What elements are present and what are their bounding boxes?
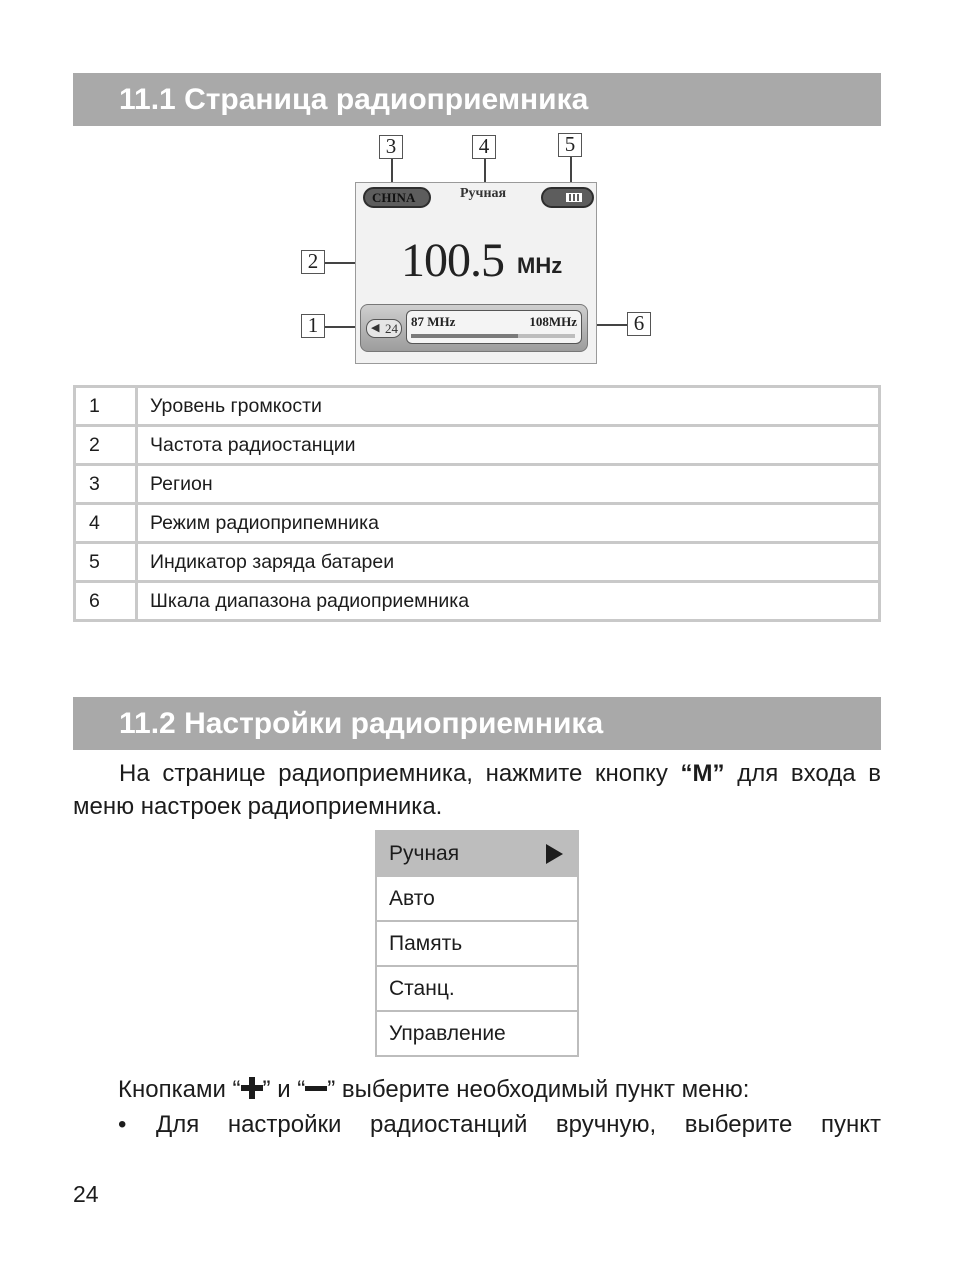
section-2-title: 11.2 Настройки радиоприемника [119,707,604,740]
legend-text: Уровень громкости [137,387,880,426]
menu-item-label: Ручная [389,842,460,865]
callout-2: 2 [301,250,325,274]
scale-max-label: 108MHz [529,314,577,329]
legend-text: Режим радиоприпемника [137,504,880,543]
menu-item-auto[interactable] [377,875,577,920]
menu-item-label: Станц. [389,977,455,1000]
intro-text-before: На странице радиоприемника, нажмите кнопку [119,760,681,787]
legend-row [75,387,880,426]
legend-num: 1 [75,387,137,426]
volume-indicator [366,319,402,338]
instruction-text-c: ” выберите необходимый пункт меню: [327,1076,750,1103]
legend-num: 5 [75,543,137,582]
legend-num: 3 [75,465,137,504]
page-number: 24 [73,1181,99,1207]
callout-4: 4 [472,135,496,159]
legend-text: Шкала диапазона радиоприемника [137,582,880,621]
intro-text-after: для входа в меню настроек радиоприемника. [73,760,881,820]
region-badge [363,187,431,208]
legend-row [75,543,880,582]
bullet-text: Для настройки радиостанций вручную, выберите пункт [156,1111,881,1138]
legend-num: 4 [75,504,137,543]
section-1-header [73,73,881,126]
legend-row [75,582,880,621]
menu-item-stations[interactable] [377,965,577,1010]
menu-item-label: Память [389,932,463,955]
m-key-label: “M” [680,760,725,787]
instruction-line [118,1073,749,1106]
section-2-header [73,697,881,750]
scale-fill [411,334,518,338]
minus-icon [305,1077,327,1099]
bullet-dot: • [118,1111,127,1138]
legend-table [73,385,881,622]
section-1-title: 11.1 Страница радиоприемника [119,83,589,116]
menu-item-manual[interactable] [377,832,577,875]
scale-min-label: 87 MHz [411,314,456,329]
legend-row [75,426,880,465]
battery-badge [541,187,594,208]
legend-text: Регион [137,465,880,504]
legend-text: Индикатор заряда батареи [137,543,880,582]
legend-num: 6 [75,582,137,621]
instruction-text-b: ” и “ [262,1076,306,1103]
legend-num: 2 [75,426,137,465]
radio-screen [355,182,597,364]
callout-3: 3 [379,135,403,159]
menu-item-label: Управление [389,1022,506,1045]
menu-item-control[interactable] [377,1010,577,1055]
menu-item-memory[interactable] [377,920,577,965]
instruction-text-a: Кнопками “ [118,1076,241,1103]
frequency-scale [406,310,582,344]
volume-value: 24 [385,321,398,336]
legend-row [75,504,880,543]
callout-5: 5 [558,133,582,157]
legend-row [75,465,880,504]
region-label: CHINA [372,190,416,205]
intro-paragraph [73,757,881,823]
speaker-icon: ◀ [371,322,380,334]
play-arrow-icon [546,844,563,864]
frequency-value: 100.5 [401,234,504,287]
plus-icon [241,1077,263,1099]
frequency-unit: MHz [517,253,563,278]
menu-item-label: Авто [389,887,435,910]
battery-icon [566,193,582,202]
radio-settings-menu [375,830,579,1057]
callout-1: 1 [301,314,325,338]
mode-label: Ручная [460,186,507,201]
scale-panel [360,304,588,352]
callout-6: 6 [627,312,651,336]
legend-text: Частота радиостанции [137,426,880,465]
scale-track [411,334,575,338]
